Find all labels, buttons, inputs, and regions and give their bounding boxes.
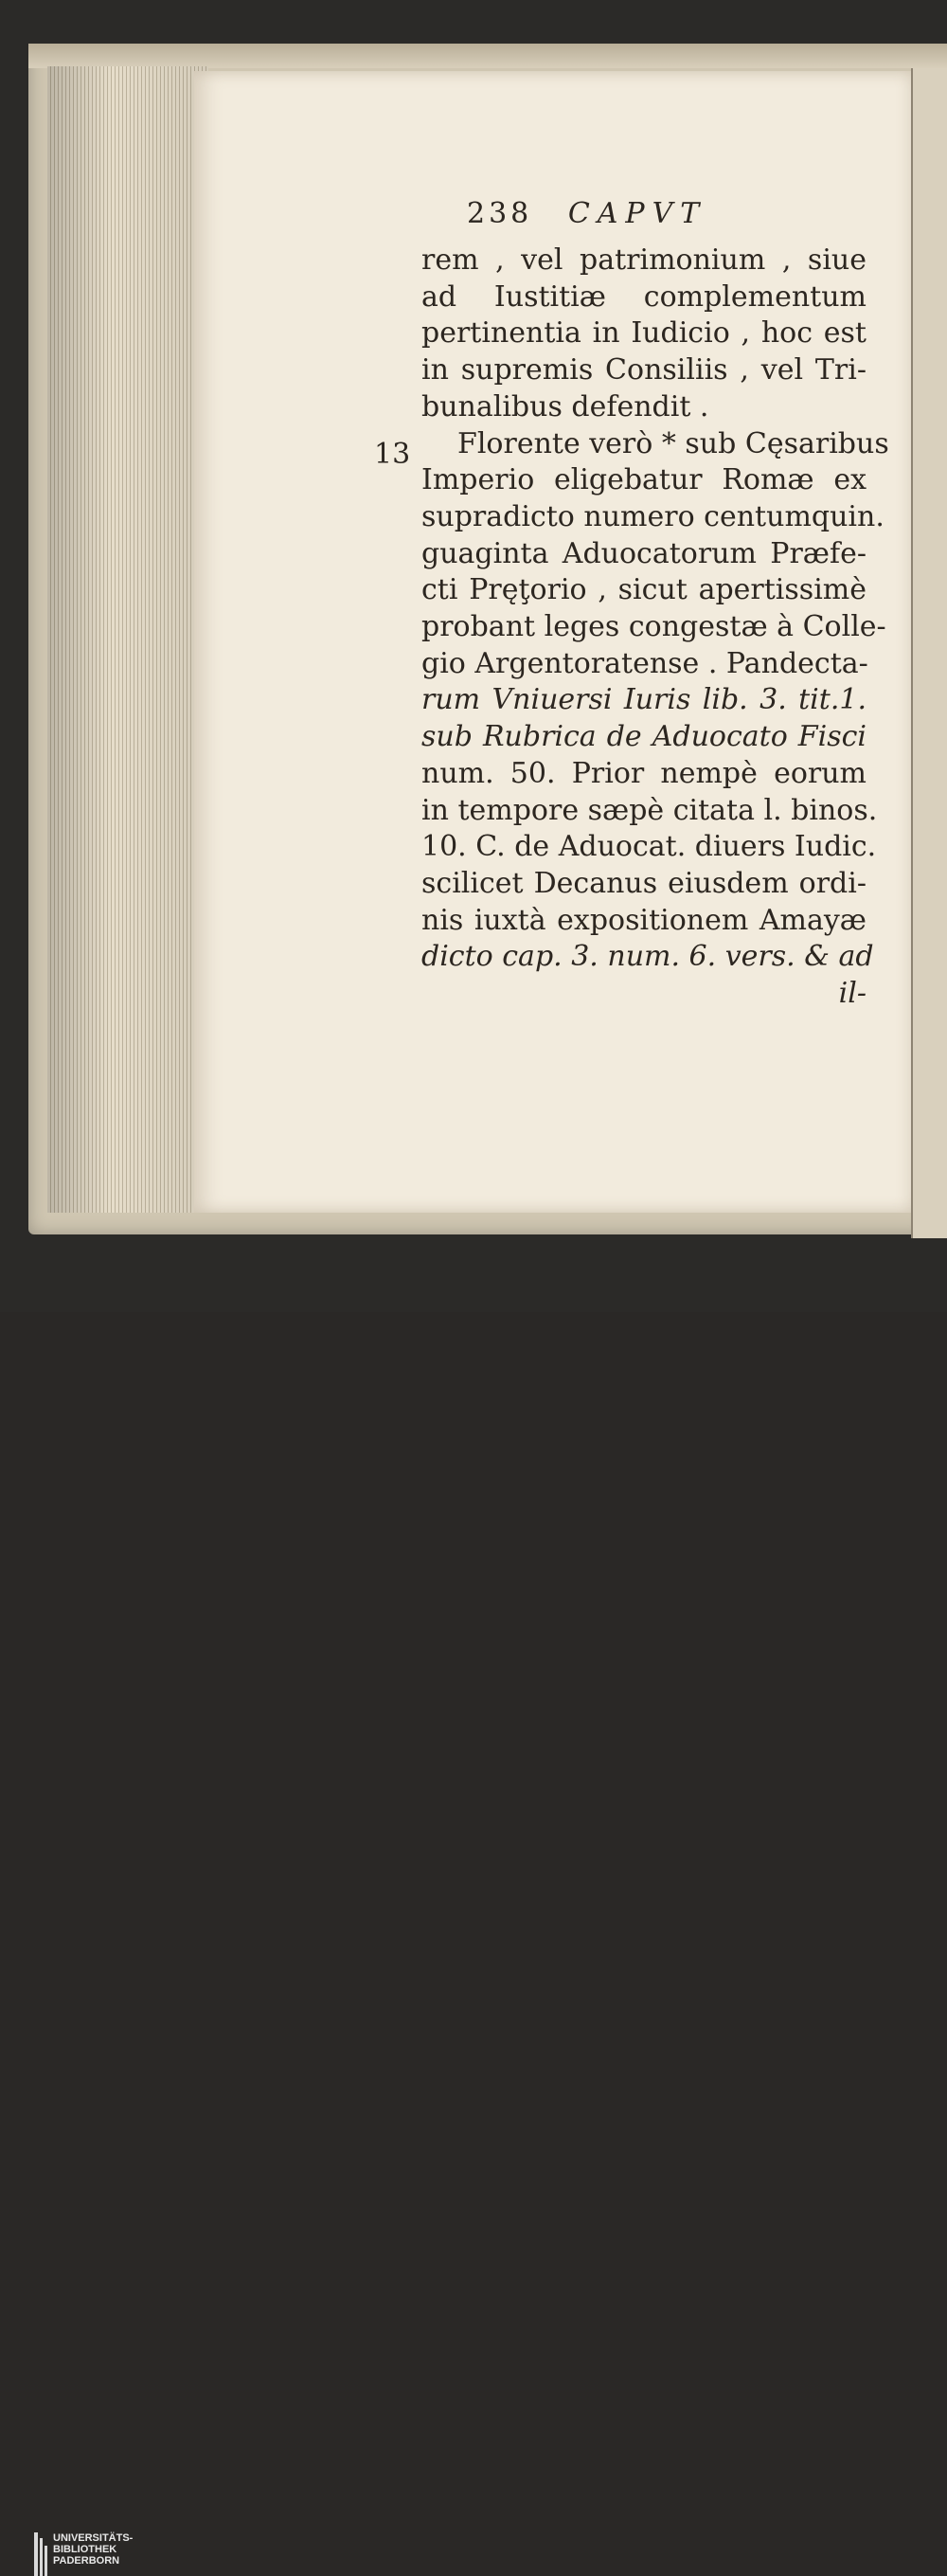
text-line: gio Argentoratense . Pandecta-	[421, 646, 868, 680]
text-line: pertinentia in Iudicio , hoc est	[421, 316, 867, 351]
book-scan	[0, 0, 947, 1265]
text-line: guaginta Aduocatorum Præfe-	[421, 536, 867, 570]
text-line: scilicet Decanus eiusdem ordi-	[421, 866, 867, 900]
margin-number: 13	[374, 438, 411, 471]
page-number: 238	[467, 197, 533, 230]
text-line: bunalibus defendit .	[421, 389, 709, 423]
text-line: dicto cap. 3. num. 6. vers. & ad	[421, 940, 874, 974]
library-name-line: BIBLIOTHEK	[53, 2544, 117, 2555]
text-line: in tempore sæpè citata l. binos.	[421, 793, 878, 827]
running-header	[467, 197, 867, 243]
text-line: Imperio eligebatur Romæ ex	[421, 463, 867, 497]
text-line: 10. C. de Aduocat. diuers Iudic.	[421, 830, 877, 864]
library-name-line: PADERBORN	[53, 2555, 120, 2567]
text-line: ad Iustitiæ complementum	[421, 279, 867, 314]
library-logo-icon	[34, 2532, 47, 2576]
text-line: probant leges congestæ à Colle-	[421, 610, 886, 644]
text-line: nis iuxtà expositionem Amayæ	[421, 903, 867, 937]
text-line: in supremis Consiliis , vel Tri-	[421, 353, 867, 387]
text-line: rem , vel patrimonium , siue	[421, 243, 867, 277]
catchword: il-	[838, 977, 867, 1011]
footer-bar	[0, 1265, 947, 2567]
text-line: Florente verò * sub Cęsaribus	[457, 426, 889, 460]
library-name	[53, 2532, 133, 2567]
facing-page-edge	[911, 68, 947, 1238]
book-top-edge	[28, 44, 947, 68]
text-line: sub Rubrica de Aduocato Fisci	[421, 720, 867, 754]
text-line: supradicto numero centumquin.	[421, 499, 884, 533]
library-name-line: UNIVERSITÄTS-	[53, 2532, 134, 2544]
text-line: cti Pręţorio , sicut apertissimè	[421, 573, 867, 607]
text-line: num. 50. Prior nempè eorum	[421, 756, 867, 790]
page-text	[421, 197, 889, 1013]
text-line: rum Vniuersi Iuris lib. 3. tit.1.	[421, 683, 867, 717]
page-stack-shadow	[47, 66, 208, 1213]
running-head-title: CAPVT	[567, 197, 707, 230]
